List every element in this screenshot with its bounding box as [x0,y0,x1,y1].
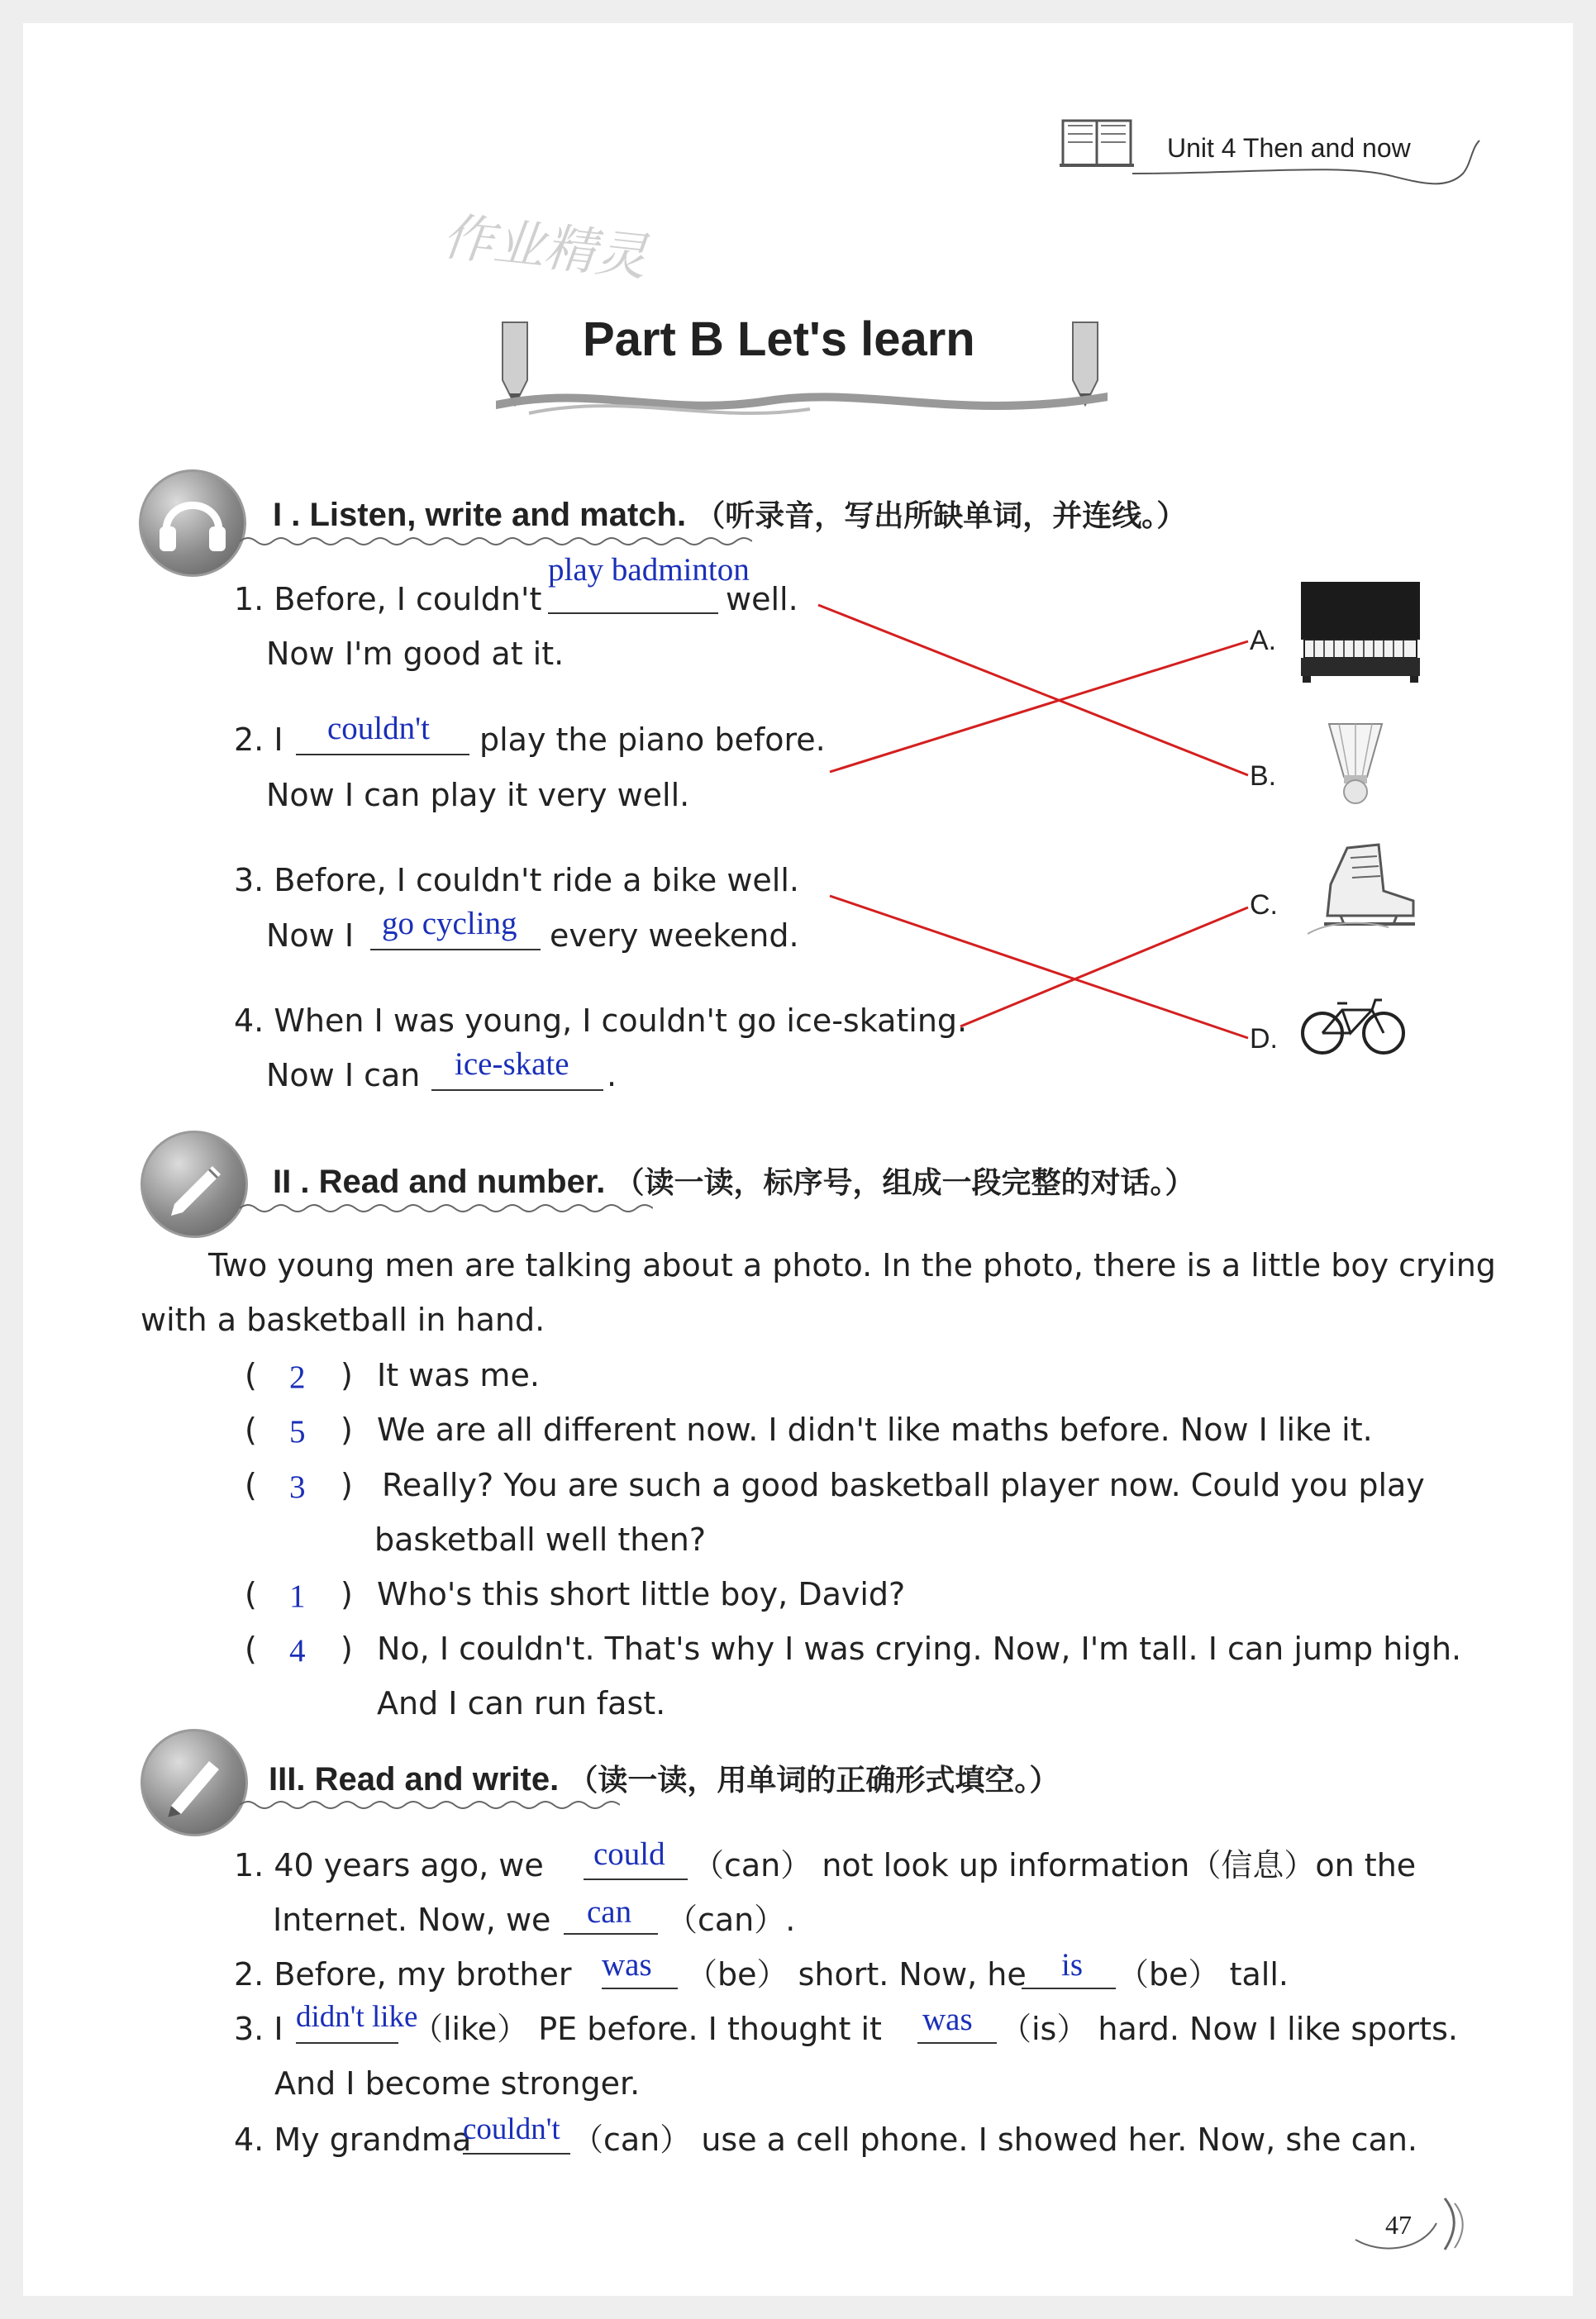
s3-q1-answer2: can [587,1894,632,1930]
watermark: 作业精灵 [439,206,650,288]
s2-item4-text: Who's this short little boy, David? [377,1576,906,1612]
s2-item1-number: 2 [289,1359,306,1395]
s2-item2-text: We are all different now. I didn't like maths before. Now I like it. [377,1412,1373,1448]
s2-item5-text-line2: And I can run fast. [377,1685,666,1721]
s2-item2-paren-close: ) [341,1412,353,1448]
page-number: 47 [1385,2210,1412,2240]
s3-q1-text-c: Internet. Now, we [273,1902,551,1938]
s1-item3-line2b: every weekend. [550,917,799,954]
s3-q3-text-a: 3. I [234,2011,283,2047]
section2-title [273,1165,1194,1198]
s3-q4-text-a: 4. My grandma [234,2121,472,2158]
section2-instruction: （读一读，标序号，组成一段完整的对话。） [614,1166,1195,1200]
s3-q2-answer2: is [1061,1947,1084,1983]
s1-item1-text-b: well. [726,581,798,617]
s3-q3-text-c: （is） hard. Now I like sports. [1000,2011,1458,2047]
match-line-1-b [818,605,1248,775]
s3-q4-blank1[interactable] [463,2153,570,2155]
option-a-label: A. [1250,625,1277,656]
page-number-decoration [1347,2190,1471,2256]
section1-instruction: （听录音，写出所缺单词，并连线。） [695,499,1187,533]
s3-q1-text-b: （can） not look up information（信息）on the [693,1847,1417,1883]
match-line-2-a [830,641,1248,772]
s3-q3-blank1[interactable] [296,2042,398,2044]
section3-title-en: III. Read and write. [269,1761,560,1798]
s3-q1-blank2[interactable] [564,1933,658,1935]
s2-item3-text-line2: basketball well then? [374,1521,707,1558]
s3-q3-answer2: was [922,2002,973,2037]
s2-item5-paren-close: ) [341,1631,353,1667]
s1-item1-answer: play badminton [548,552,750,588]
s2-item5-paren-open: ( [245,1631,257,1667]
s2-item4-paren-open: ( [245,1576,257,1612]
section3-wavy-underline [240,1797,620,1813]
s2-item3-paren-open: ( [245,1467,257,1503]
section2-title-en: II . Read and number. [273,1164,606,1200]
s3-q2-text-a: 2. Before, my brother [234,1956,572,1993]
s2-item4-paren-close: ) [341,1576,353,1612]
s2-item3-number: 3 [289,1469,306,1505]
s1-item3-text-a: 3. Before, I couldn't ride a bike well. [234,862,799,898]
s1-item4-text-a: 4. When I was young, I couldn't go ice-skating. [234,1002,968,1039]
s3-q3-line2: And I become stronger. [274,2065,641,2102]
s3-q2-blank2[interactable] [1022,1988,1116,1989]
section3-title [269,1763,1059,1796]
s2-intro-line2: with a basketball in hand. [141,1302,545,1338]
s3-q2-answer1: was [602,1947,652,1983]
s1-item1-text-a: 1. Before, I couldn't [234,581,542,617]
pencil-icon [141,1131,248,1238]
s3-q2-blank1[interactable] [602,1988,678,1989]
s1-item2-line2: Now I can play it very well. [266,777,690,813]
match-lines [0,0,1596,1091]
s1-item4-line2b: . [607,1057,617,1093]
s2-intro-line1: Two young men are talking about a photo. In the photo, there is a little boy crying [208,1247,1496,1283]
s2-item5-text: No, I couldn't. That's why I was crying. Now, I'm tall. I can jump high. [377,1631,1462,1667]
match-line-4-c [960,907,1248,1026]
part-title: Part B Let's learn [583,312,975,366]
s3-q4-text-b: （can） use a cell phone. I showed her. Now, she can. [572,2121,1418,2158]
s1-item4-line2a: Now I can [266,1057,421,1093]
s2-item5-number: 4 [289,1633,306,1669]
s3-q3-text-b: （like） PE before. I thought it [412,2011,882,2047]
s1-item2-answer: couldn't [327,711,431,746]
match-line-3-d [830,896,1248,1038]
unit-label: Unit 4 Then and now [1167,133,1411,163]
s3-q2-text-b: （be） short. Now, he [686,1956,1027,1993]
pen-icon [141,1729,248,1836]
s3-q4-answer1: couldn't [463,2112,560,2146]
s3-q2-text-c: （be） tall. [1117,1956,1289,1993]
s3-q3-blank2[interactable] [917,2042,997,2044]
s1-item1-line2: Now I'm good at it. [266,636,565,672]
s1-item2-text-b: play the piano before. [479,721,826,758]
s2-item3-paren-close: ) [341,1467,353,1503]
s1-item4-answer: ice-skate [455,1046,569,1082]
option-d-label: D. [1250,1023,1278,1055]
s3-q1-answer1: could [593,1836,665,1872]
option-c-label: C. [1250,889,1278,921]
s3-q3-answer1: didn't like [296,2000,418,2034]
section2-wavy-underline [240,1200,653,1217]
s3-q1-text-d: （can）. [666,1902,796,1938]
s1-item3-line2a: Now I [266,917,355,954]
section3-instruction: （读一读，用单词的正确形式填空。） [568,1764,1060,1798]
section1-title-en: I . Listen, write and match. [273,497,687,533]
s2-item2-number: 5 [289,1414,306,1450]
s2-item1-text: It was me. [377,1357,540,1393]
s1-item2-text-a: 2. I [234,721,283,758]
s1-item3-answer: go cycling [382,906,517,941]
s2-item1-paren-close: ) [341,1357,353,1393]
s2-item4-number: 1 [289,1579,306,1614]
s2-item1-paren-open: ( [245,1357,257,1393]
s3-q1-blank1[interactable] [584,1879,688,1880]
s2-item3-text: Really? You are such a good basketball player now. Could you play [382,1467,1425,1503]
option-b-label: B. [1250,760,1277,792]
s3-q1-text-a: 1. 40 years ago, we [234,1847,544,1883]
s2-item2-paren-open: ( [245,1412,257,1448]
